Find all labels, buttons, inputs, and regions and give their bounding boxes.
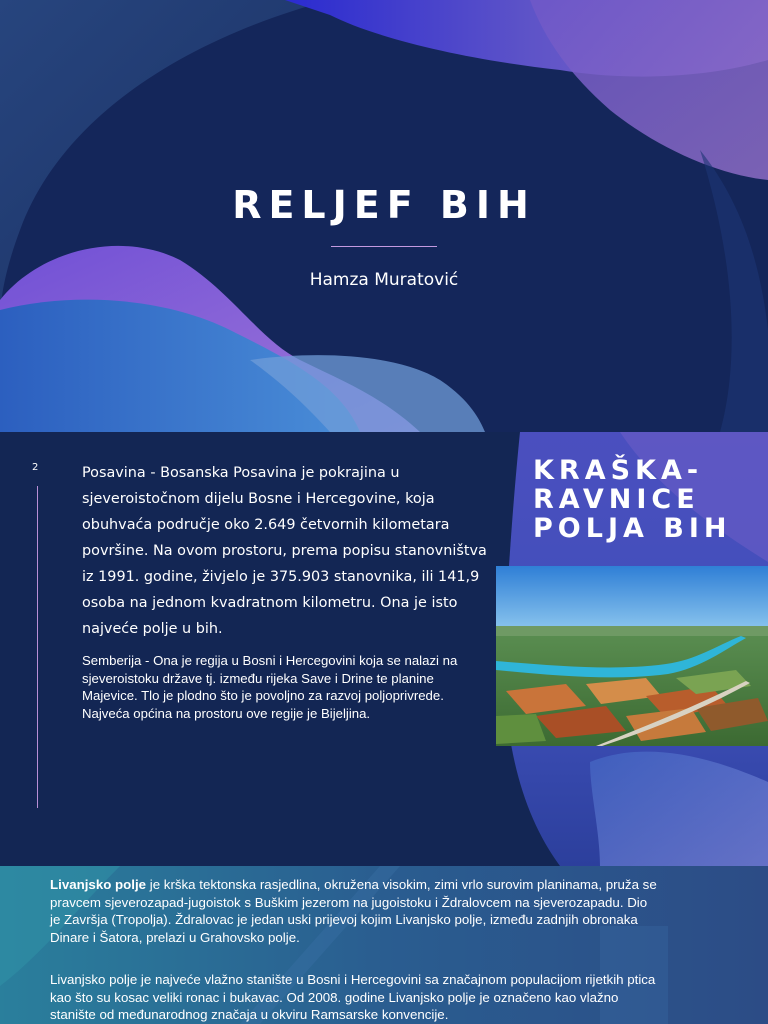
author-name: Hamza Muratović <box>309 270 459 290</box>
content-slide-plains <box>0 432 768 866</box>
slide-title: KRAŠKA-RAVNICE POLJA BIH <box>533 455 732 544</box>
livanjsko-paragraph-2: Livanjsko polje je najveće vlažno stanište u Bosni i Hercegovini sa značajnom populacijom rijetkih ptica kao što su kosac veliki ronac i bukavac. Od 2008. godine Livanjsko polje je označeno kao vlažno stanište od međunarodnog značaja u okviru Ramsarske konvencije. <box>50 972 656 1022</box>
livanjsko-paragraph-1 <box>50 876 660 946</box>
title-divider <box>331 246 437 247</box>
livanjsko-bold-term: Livanjsko polje <box>50 877 147 892</box>
semberija-paragraph: Semberija - Ona je regija u Bosni i Hercegovini koja se nalazi na sjeveroistoku države tj. između rijeka Save i Drine te planine Majevice. Tlo je plodno što je povoljno za razvoj poljoprivrede. Najveća općina na prostoru ove regije je Bijeljina. <box>82 653 458 721</box>
aerial-landscape-image <box>496 566 768 746</box>
title-slide <box>0 0 768 432</box>
posavina-paragraph: Posavina - Bosanska Posavina je pokrajina u sjeveroistočnom dijelu Bosne i Hercegovine, koja obuhvaća područje oko 2.649 četvornih kilometara površine. Na ovom prostoru, prema popisu stanovništva iz 1991. godine, živjelo je 375.903 stanovnika, ili 141,9 osoba na jednom kvadratnom kilometru. Ona je isto najveće polje u bih. <box>82 465 487 637</box>
livanjsko-description: je krška tektonska rasjedlina, okružena visokim, zimi vrlo surovim planinama, pruža se pravcem sjeverozapad-jugoistok s Buškim jezerom na jugoistoku i Ždralovcem na sjeverozapadu. Dio je Završja (Tropolja). Ždralovac je jedan uski prijevoj kojim Livanjsko polje, između zadnjih obronaka Dinare i Šatora, prelazi u Grahovsko polje. <box>50 877 657 945</box>
content-slide-livanjsko <box>0 866 768 1024</box>
presentation-title: RELJEF BIH <box>232 183 536 227</box>
page-number: 2 <box>32 462 39 473</box>
vertical-divider <box>37 486 38 808</box>
